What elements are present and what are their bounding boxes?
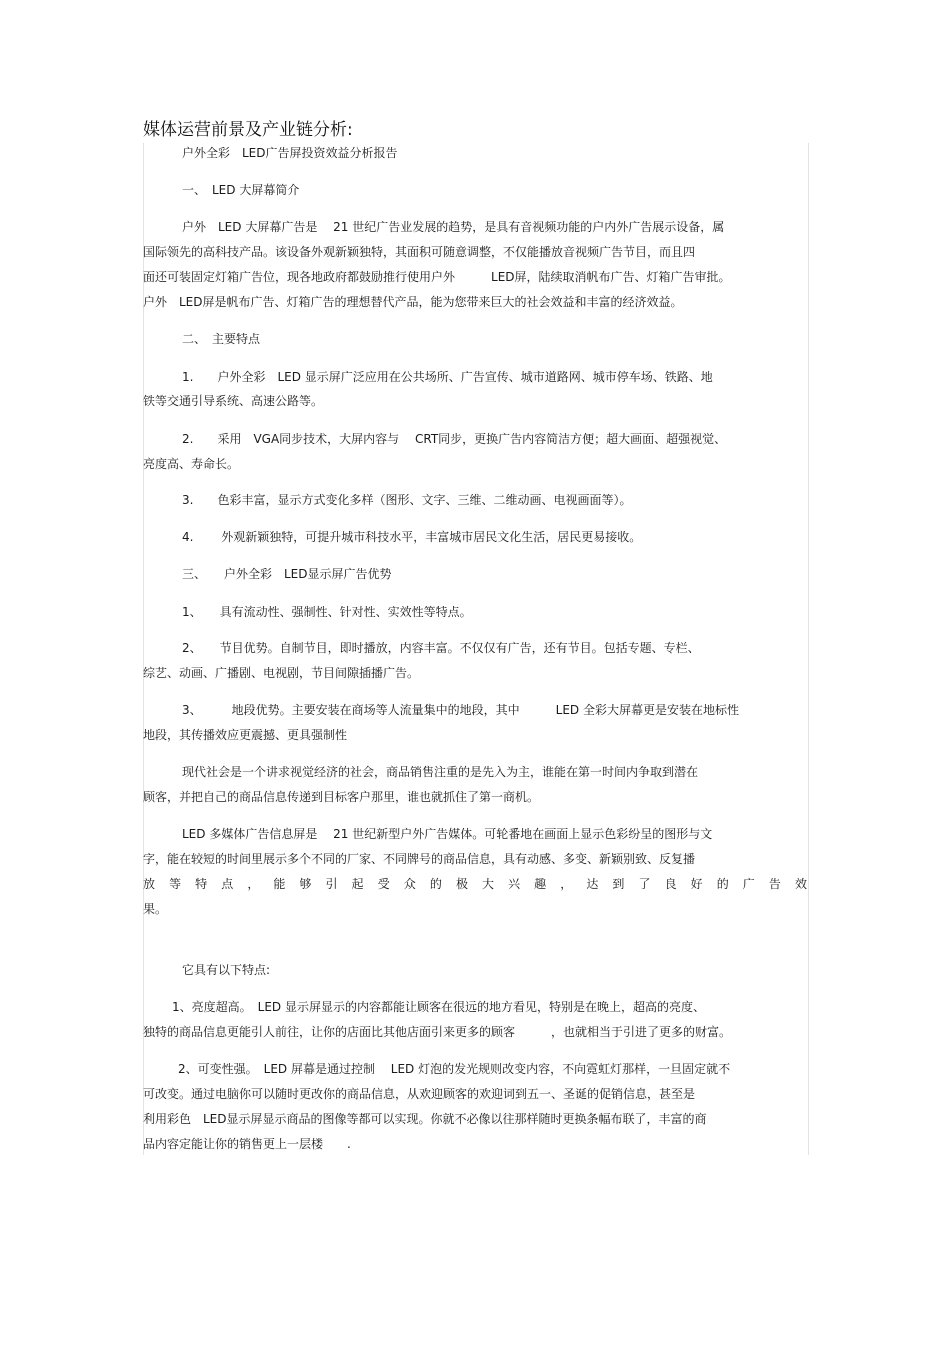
paragraph-line: 面还可装固定灯箱广告位，现各地政府都鼓励推行使用户外 LED屏，陆续取消帆布广告、灯箱广告审批。 (143, 270, 731, 284)
paragraph-line: 果。 (143, 902, 168, 916)
justified-char: 起 (351, 877, 364, 891)
justified-char: 特 (195, 877, 208, 891)
feature-line: 利用彩色 LED显示屏显示商品的图像等都可以实现。你就不必像以往那样随时更换条幅布联了，丰富的商 (143, 1112, 707, 1126)
paragraph-heading: 它具有以下特点: (182, 963, 271, 977)
paragraph-line: 户外 LED屏是帆布广告、灯箱广告的理想替代产品，能为您带来巨大的社会效益和丰富的经济效益。 (143, 295, 683, 309)
justified-char: 的 (716, 877, 729, 891)
list-item-line: 2、 节目优势。自制节目，即时播放，内容丰富。不仅仅有广告，还有节目。包括专题、专栏、 (182, 641, 700, 655)
feature-line: 独特的商品信息更能引人前往，让你的店面比其他店面引来更多的顾客 ，也就相当于引进了更多的财富。 (143, 1025, 732, 1039)
report-subtitle: 户外全彩 LED广告屏投资效益分析报告 (182, 146, 398, 160)
justified-char: 效 (794, 877, 807, 891)
justified-char: 达 (586, 877, 599, 891)
list-item-line: 3、 地段优势。主要安装在商场等人流量集中的地段，其中 LED 全彩大屏幕更是安装在地标性 (182, 703, 739, 717)
justified-char: 广 (742, 877, 755, 891)
paragraph-line: 字，能在较短的时间里展示多个不同的厂家、不同牌号的商品信息，具有动感、多变、新颖别致、反复播 (143, 852, 696, 866)
justified-char: 到 (612, 877, 625, 891)
justified-char: 够 (299, 877, 312, 891)
paragraph-line: 国际领先的高科技产品。该设备外观新颖独特，其面积可随意调整，不仅能播放音视频广告节目，而且四 (143, 245, 696, 259)
justified-char: 大 (482, 877, 495, 891)
list-item-line: 铁等交通引导系统、高速公路等。 (143, 394, 324, 408)
justified-char: 引 (325, 877, 338, 891)
justified-char: 放 (143, 877, 156, 891)
justified-char: 众 (403, 877, 416, 891)
justified-char: ， (560, 877, 573, 891)
feature-line: 1、亮度超高。 LED 显示屏显示的内容都能让顾客在很远的地方看见，特别是在晚上，超高的亮度、 (172, 1000, 705, 1014)
paragraph-line: 户外 LED 大屏幕广告是 21 世纪广告业发展的趋势，是具有音视频功能的户内外广告展示设备，属 (182, 220, 725, 234)
list-item-line: 2. 采用 VGA同步技术，大屏内容与 CRT同步，更换广告内容简洁方便；超大画面、超强视觉、 (182, 432, 727, 446)
justified-char: 受 (377, 877, 390, 891)
list-item-line: 1. 户外全彩 LED 显示屏广泛应用在公共场所、广告宣传、城市道路网、城市停车场、铁路、地 (182, 370, 713, 384)
list-item-line: 1、 具有流动性、强制性、针对性、实效性等特点。 (182, 605, 472, 619)
justified-char: 能 (273, 877, 286, 891)
justified-char: ， (247, 877, 260, 891)
justified-char: 好 (690, 877, 703, 891)
justified-char: 兴 (508, 877, 521, 891)
list-item-line: 4. 外观新颖独特，可提升城市科技水平，丰富城市居民文化生活，居民更易接收。 (182, 530, 642, 544)
paragraph-line: 现代社会是一个讲求视觉经济的社会，商品销售注重的是先入为主，谁能在第一时间内争取到潜在 (182, 765, 699, 779)
feature-line: 可改变。通过电脑你可以随时更改你的商品信息，从欢迎顾客的欢迎词到五一、圣诞的促销信息，甚至是 (143, 1087, 696, 1101)
list-item-line: 综艺、动画、广播剧、电视剧，节目间隙插播广告。 (143, 666, 420, 680)
justified-char: 告 (768, 877, 781, 891)
justified-char: 等 (169, 877, 182, 891)
section-heading-2: 二、 主要特点 (182, 332, 261, 346)
feature-line: 品内容定能让你的销售更上一层楼 . (143, 1137, 351, 1151)
feature-line: 2、可变性强。 LED 屏幕是通过控制 LED 灯泡的发光规则改变内容，不向霓虹灯那样，一旦固定就不 (178, 1062, 731, 1076)
justified-char: 了 (638, 877, 651, 891)
justified-char: 极 (455, 877, 468, 891)
justified-char: 趣 (534, 877, 547, 891)
justified-char: 点 (221, 877, 234, 891)
paragraph-line: 顾客，并把自己的商品信息传递到目标客户那里，谁也就抓住了第一商机。 (143, 790, 540, 804)
section-heading-3: 三、 户外全彩 LED显示屏广告优势 (182, 567, 392, 581)
list-item-line: 亮度高、寿命长。 (143, 457, 240, 471)
list-item-line: 3. 色彩丰富，显示方式变化多样（图形、文字、三维、二维动画、电视画面等）。 (182, 493, 632, 507)
list-item-line: 地段，其传播效应更震撼、更具强制性 (143, 728, 348, 742)
document-title: 媒体运营前景及产业链分析: (143, 120, 353, 140)
justified-line (143, 876, 807, 892)
section-heading-1: 一、 LED 大屏幕简介 (182, 183, 300, 197)
paragraph-line: LED 多媒体广告信息屏是 21 世纪新型户外广告媒体。可轮番地在画面上显示色彩纷呈的图形与文 (182, 827, 713, 841)
justified-char: 的 (429, 877, 442, 891)
justified-char: 良 (664, 877, 677, 891)
